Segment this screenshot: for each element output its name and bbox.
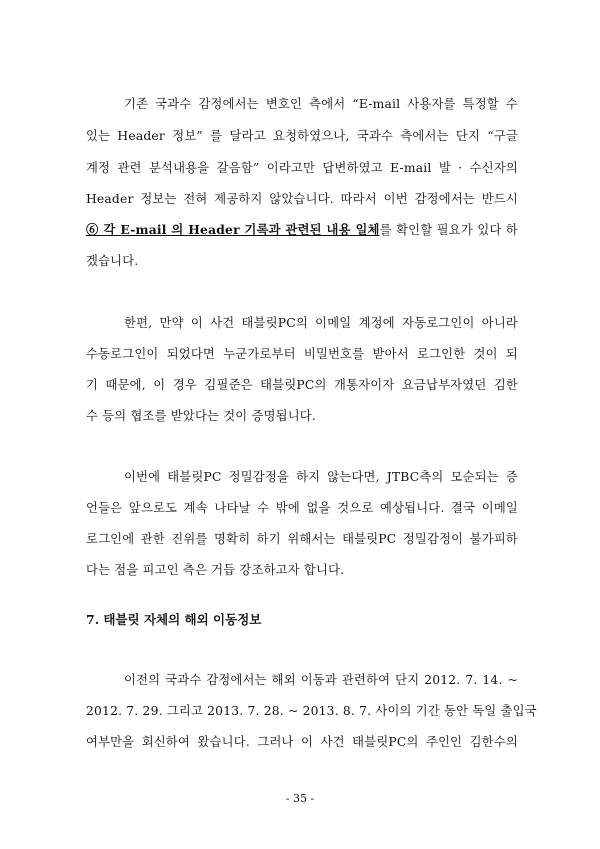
paragraph-4-line-2: 2012. 7. 29. 그리고 2013. 7. 28. ~ 2013. 8. 7. 사이의 기간 동안 독일 출입국 [86,704,537,718]
section-heading: 7. 태블릿 자체의 해외 이동정보 [86,612,262,627]
paragraph-1-line-5-rest: 를 확인할 필요가 있다 하 [379,223,518,237]
paragraph-2-line-4: 수 등의 협조를 받았다는 것이 증명됩니다. [86,409,316,423]
highlighted-requirement: ⑥ 각 E-mail 의 Header 기록과 관련된 내용 일체 [86,222,380,237]
paragraph-2-line-2: 수동로그인이 되었다면 누군가로부터 비밀번호를 받아서 로그인한 것이 되 [86,347,518,361]
paragraph-2-line-1: 한편, 만약 이 사건 태블릿PC의 이메일 계정에 자동로그인이 아니라 [124,316,518,330]
paragraph-3-line-1: 이번에 태블릿PC 정밀감정을 하지 않는다면, JTBC측의 모순되는 증 [124,470,518,484]
paragraph-1-line-3: 계정 관련 분석내용을 갈음함” 이라고만 답변하였고 E-mail 발 · 수신자의 [86,161,518,175]
paragraph-3-line-2: 언들은 앞으로도 계속 나타날 수 밖에 없을 것으로 예상됩니다. 결국 이메일 [86,501,518,515]
paragraph-1-line-2: 있는 Header 정보” 를 달라고 요청하였으나, 국과수 측에서는 단지 “구글 [86,129,518,143]
paragraph-4-line-3: 여부만을 회신하여 왔습니다. 그러나 이 사건 태블릿PC의 주인인 김한수의 [86,735,518,749]
paragraph-1-line-6: 겠습니다. [86,254,139,268]
paragraph-1-line-4: Header 정보는 전혀 제공하지 않았습니다. 따라서 이번 감정에서는 반드시 [86,192,518,206]
page-number: - 35 - [285,792,315,805]
paragraph-3-line-4: 다는 점을 피고인 측은 거듭 강조하고자 합니다. [86,563,345,577]
paragraph-4-line-1: 이전의 국과수 감정에서는 해외 이동과 관련하여 단지 2012. 7. 14. ~ [124,673,518,687]
paragraph-1-line-1: 기존 국과수 감정에서는 변호인 측에서 “E-mail 사용자를 특정할 수 [124,97,518,111]
paragraph-2-line-3: 기 때문에, 이 경우 김필준은 태블릿PC의 개통자이자 요금납부자였던 김한 [86,378,518,392]
paragraph-3-line-3: 로그인에 관한 진위를 명확히 하기 위해서는 태블릿PC 정밀감정이 불가피하 [86,532,518,546]
paragraph-1-line-5 [86,222,518,238]
